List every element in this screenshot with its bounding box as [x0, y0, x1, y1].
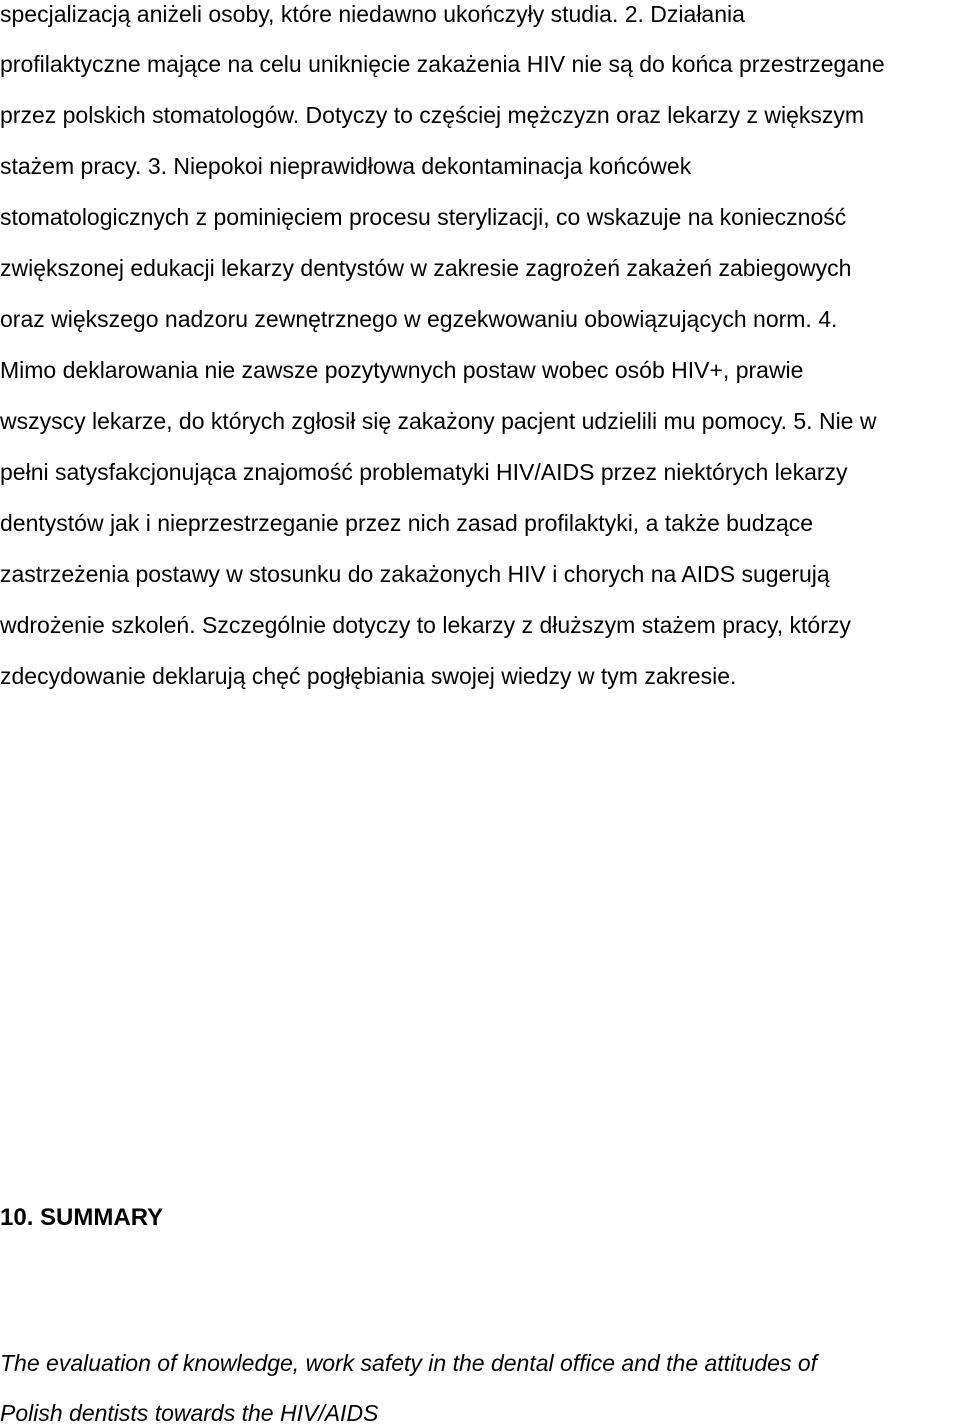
body-line-10: pełni satysfakcjonująca znajomość problematyki HIV/AIDS przez niektórych lekarzy — [0, 459, 848, 485]
body-line-12: zastrzeżenia postawy w stosunku do zakażonych HIV i chorych na AIDS sugerują — [0, 561, 830, 587]
summary-line-1: The evaluation of knowledge, work safety in the dental office and the attitudes of — [0, 1350, 818, 1376]
body-line-7: oraz większego nadzoru zewnętrznego w egzekwowaniu obowiązujących norm. 4. — [0, 306, 838, 332]
body-line-14: zdecydowanie deklarują chęć pogłębiania swojej wiedzy w tym zakresie. — [0, 663, 737, 689]
summary-line-2: Polish dentists towards the HIV/AIDS — [0, 1400, 379, 1426]
body-line-9: wszyscy lekarze, do których zgłosił się zakażony pacjent udzielili mu pomocy. 5. Nie w — [0, 408, 877, 434]
body-line-2: profilaktyczne mające na celu uniknięcie zakażenia HIV nie są do końca przestrzegane — [0, 51, 885, 77]
body-line-1: specjalizacją aniżeli osoby, które niedawno ukończyły studia. 2. Działania — [0, 1, 745, 27]
body-line-4: stażem pracy. 3. Niepokoi nieprawidłowa dekontaminacja końcówek — [0, 153, 692, 179]
body-line-3: przez polskich stomatologów. Dotyczy to częściej mężczyzn oraz lekarzy z większym — [0, 102, 865, 128]
body-line-13: wdrożenie szkoleń. Szczególnie dotyczy to lekarzy z dłuższym stażem pracy, którzy — [0, 612, 851, 638]
body-line-8: Mimo deklarowania nie zawsze pozytywnych postaw wobec osób HIV+, prawie — [0, 357, 804, 383]
section-heading-summary: 10. SUMMARY — [0, 1204, 164, 1231]
body-line-11: dentystów jak i nieprzestrzeganie przez nich zasad profilaktyki, a także budzące — [0, 510, 814, 536]
body-line-5: stomatologicznych z pominięciem procesu sterylizacji, co wskazuje na konieczność — [0, 204, 847, 230]
body-line-6: zwiększonej edukacji lekarzy dentystów w zakresie zagrożeń zakażeń zabiegowych — [0, 255, 852, 281]
